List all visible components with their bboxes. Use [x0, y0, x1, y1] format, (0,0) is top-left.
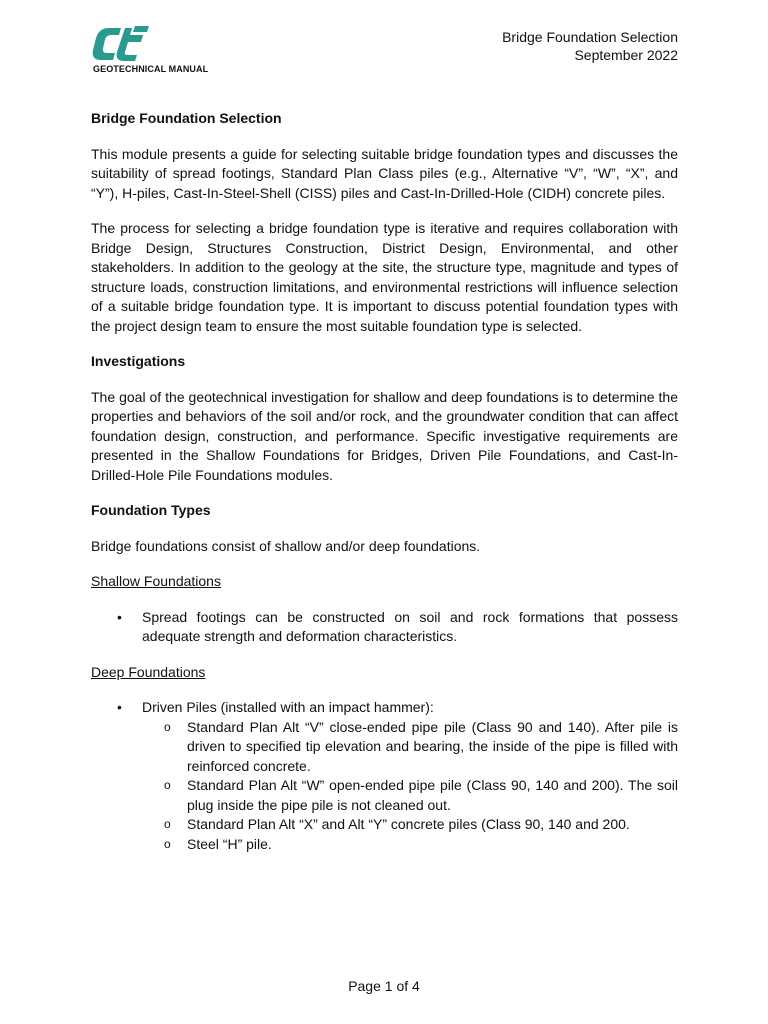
list-item-text: Spread footings can be constructed on soil and rock formations that possess adequate strength and deformation characteristics. — [142, 608, 678, 644]
sublist-item — [91, 835, 678, 855]
page-number: Page 1 of 4 — [348, 978, 420, 994]
intro-paragraph-2: The process for selecting a bridge foundation type is iterative and requires collaboration with Bridge Design, Structures Construction, District Design, Environmental, and other stakeholders. In addition to the geology at the site, the structure type, magnitude and types of structure loads, construction limitations, and environmental restrictions will influence selection of a suitable bridge foundation type. It is important to discuss potential foundation types with the project design team to ensure the most suitable foundation type is selected. — [91, 220, 678, 334]
subheading-shallow-foundations: Shallow Foundations — [91, 573, 221, 589]
sublist-item-text: Standard Plan Alt “V” close-ended pipe pile (Class 90 and 140). After pile is driven to specified tip elevation and bearing, the inside of the pipe is filled with reinforced concrete. — [187, 718, 678, 774]
document-body — [91, 109, 678, 870]
section-heading-investigations: Investigations — [91, 353, 186, 369]
circle-bullet-icon: o — [164, 778, 171, 792]
circle-bullet-icon: o — [164, 836, 171, 851]
sublist-item-text: Standard Plan Alt “X” and Alt “Y” concrete piles (Class 90, 140 and 200. — [187, 816, 630, 832]
deep-foundations-list — [91, 698, 678, 854]
sublist-item — [91, 815, 678, 835]
header-doc-date: September 2022 — [574, 46, 678, 63]
shallow-foundations-list — [91, 608, 678, 647]
caltrans-logo — [91, 24, 151, 62]
circle-bullet-icon: o — [164, 817, 171, 831]
circle-bullet-icon: o — [164, 719, 171, 734]
sublist-item-text: Steel “H” pile. — [187, 835, 272, 852]
bullet-icon: • — [117, 608, 122, 625]
header-doc-title: Bridge Foundation Selection — [502, 29, 678, 45]
sublist-item-text: Standard Plan Alt “W” open-ended pipe pile (Class 90, 140 and 200). The soil plug inside the pipe pile is not cleaned out. — [187, 777, 678, 813]
bullet-icon: • — [117, 699, 122, 715]
intro-paragraph-1: This module presents a guide for selecting suitable bridge foundation types and discusses the suitability of spread footings, Standard Plan Class piles (e.g., Alternative “V”, “W”, “X”, and “Y”), H-piles, Cast-In-Steel-Shell (CISS) piles and Cast-In-Drilled-Hole (CIDH) concrete piles. — [91, 145, 678, 201]
list-item — [91, 608, 678, 647]
list-item-text: Driven Piles (installed with an impact hammer): — [142, 699, 434, 715]
foundation-types-paragraph: Bridge foundations consist of shallow and/or deep foundations. — [91, 537, 481, 554]
subheading-deep-foundations: Deep Foundations — [91, 663, 206, 680]
list-item — [91, 698, 678, 854]
logo-caption: GEOTECHNICAL MANUAL — [93, 64, 209, 74]
section-heading-bridge-foundation-selection: Bridge Foundation Selection — [91, 110, 282, 126]
investigations-paragraph: The goal of the geotechnical investigation for shallow and deep foundations is to determine the properties and behaviors of the soil and/or rock, and the groundwater condition that can affect foundation design, construction, and performance. Specific investigative requirements are presented in the Shallow Foundations for Bridges, Driven Pile Foundations, and Cast-In-Drilled-Hole Pile Foundations modules. — [91, 388, 678, 483]
driven-piles-sublist — [142, 718, 678, 855]
sublist-item — [91, 718, 678, 777]
section-heading-foundation-types: Foundation Types — [91, 502, 211, 518]
sublist-item — [91, 776, 678, 815]
running-header — [502, 29, 678, 64]
